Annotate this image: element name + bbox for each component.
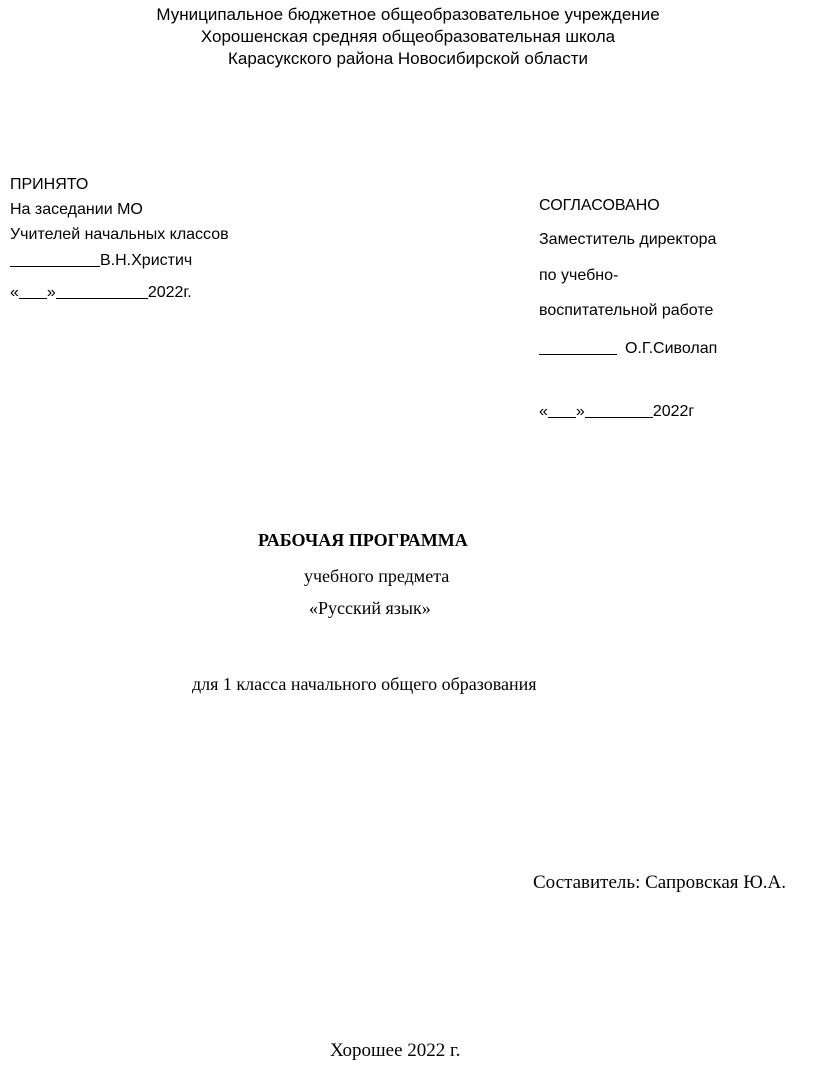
day-underline xyxy=(19,284,47,299)
month-underline xyxy=(585,403,653,418)
agreed-date-line xyxy=(539,403,694,421)
program-title: РАБОЧАЯ ПРОГРАММА xyxy=(258,530,468,550)
signature-underline xyxy=(539,340,617,355)
school-header xyxy=(0,4,816,70)
header-line-institution: Муниципальное бюджетное общеобразовательное учреждение xyxy=(156,5,660,24)
program-subject-line: учебного предмета xyxy=(304,566,450,586)
accepted-signature-line xyxy=(10,252,192,270)
day-underline xyxy=(548,403,576,418)
accepted-year: 2022г. xyxy=(147,284,192,301)
agreed-signer: О.Г.Сиволап xyxy=(625,340,718,357)
agreed-year: 2022г xyxy=(652,403,695,420)
signature-underline xyxy=(10,252,100,267)
accepted-teachers-line: Учителей начальных классов xyxy=(10,226,229,243)
header-line-district: Карасукского района Новосибирской области xyxy=(227,49,588,68)
agreed-heading: СОГЛАСОВАНО xyxy=(539,197,660,214)
agreed-signature-line xyxy=(539,340,717,358)
accepted-meeting-line: На заседании МО xyxy=(10,201,143,218)
agreed-dept-line2: воспитательной работе xyxy=(539,302,714,319)
month-underline xyxy=(56,284,148,299)
date-quote-open: « xyxy=(539,403,548,420)
footer-place-year: Хорошее 2022 г. xyxy=(330,1040,461,1061)
accepted-signer: В.Н.Христич xyxy=(100,252,193,269)
date-quote-close: » xyxy=(46,284,56,301)
header-line-school: Хорошенская средняя общеобразовательная школа xyxy=(200,27,616,46)
program-subject-name: «Русский язык» xyxy=(309,598,431,618)
agreed-position-line: Заместитель директора xyxy=(539,231,717,248)
date-quote-open: « xyxy=(10,284,19,301)
composer-line: Составитель: Сапровская Ю.А. xyxy=(533,872,787,893)
accepted-date-line xyxy=(10,284,192,302)
agreed-dept-line1: по учебно- xyxy=(539,267,619,284)
accepted-heading: ПРИНЯТО xyxy=(10,176,89,193)
date-quote-close: » xyxy=(575,403,585,420)
program-grade-line: для 1 класса начального общего образования xyxy=(192,674,537,694)
